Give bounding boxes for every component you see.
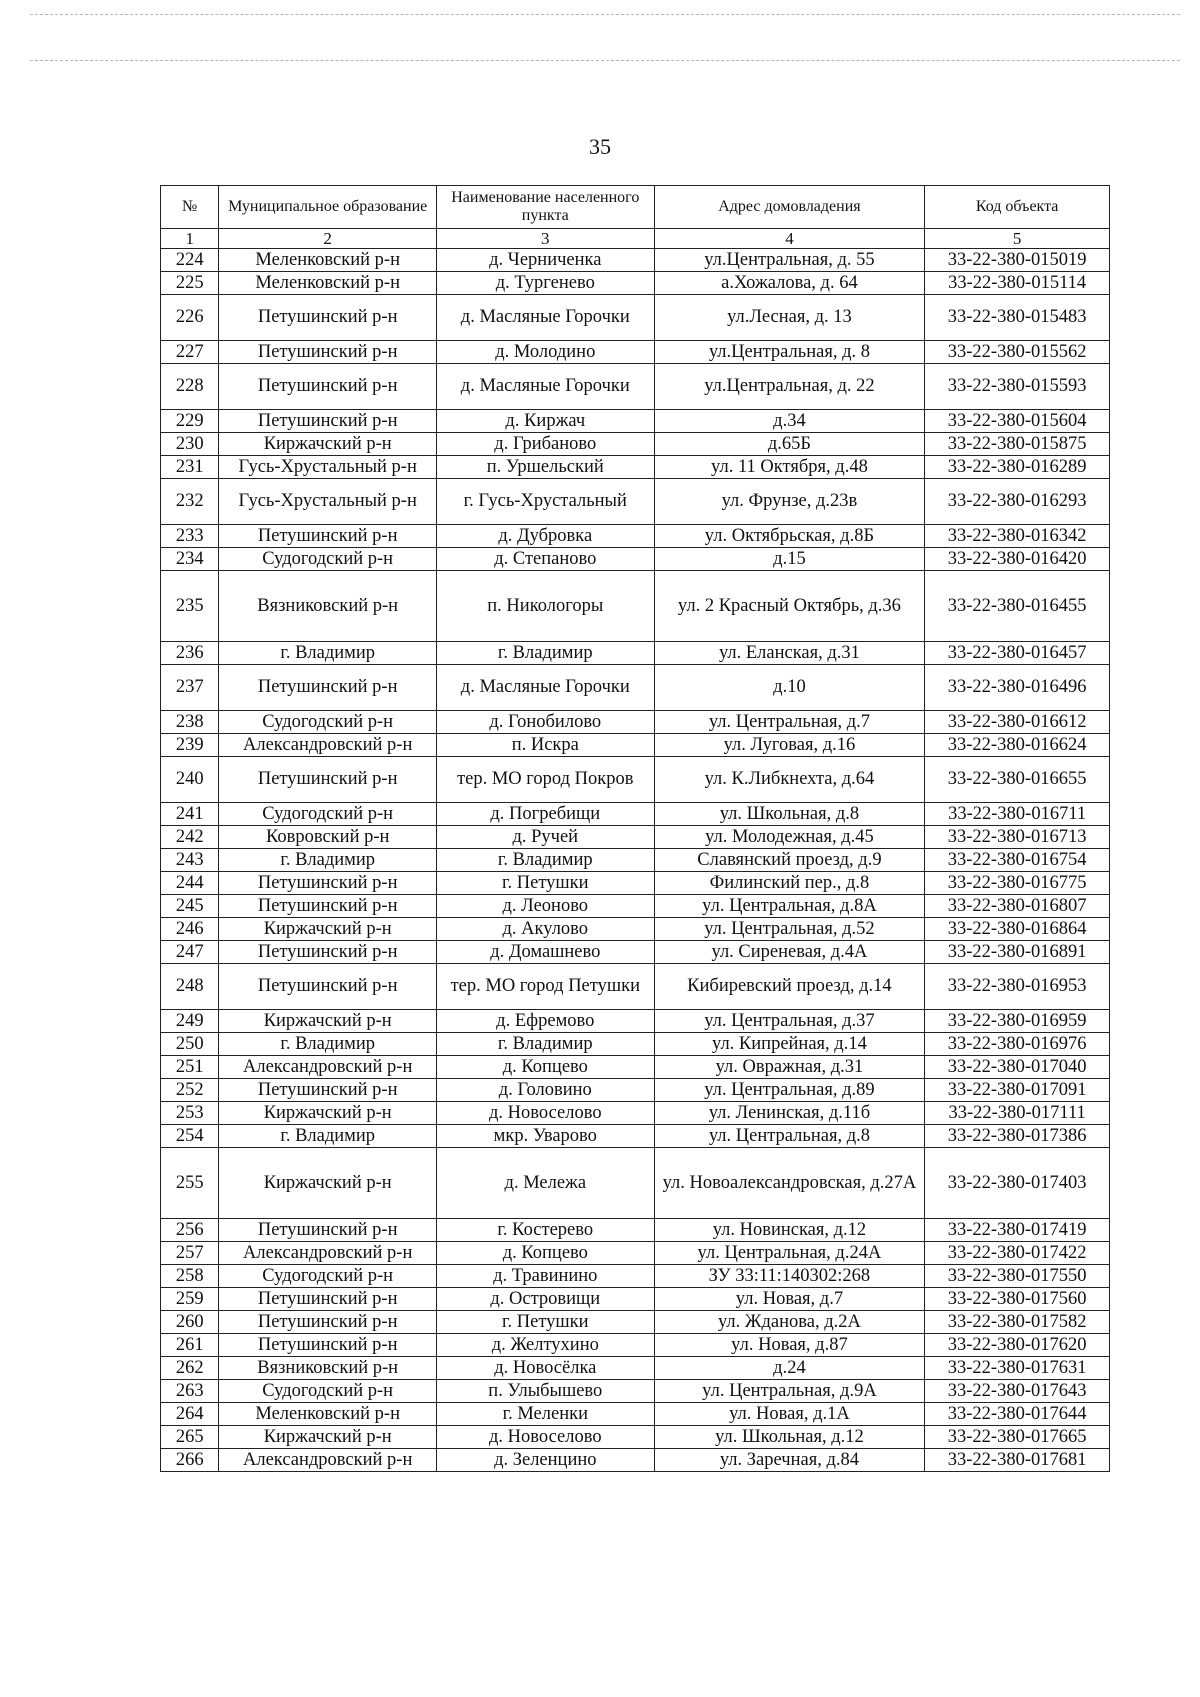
object-code-cell: 33-22-380-016457 [925, 642, 1110, 665]
municipality-cell: г. Владимир [219, 642, 437, 665]
table-row [161, 826, 1110, 849]
municipality-cell: Петушинский р-н [219, 941, 437, 964]
row-number: 233 [161, 525, 219, 548]
object-code-cell: 33-22-380-017040 [925, 1056, 1110, 1079]
row-number: 227 [161, 341, 219, 364]
table-row [161, 1010, 1110, 1033]
table-row [161, 1033, 1110, 1056]
locality-cell: п. Искра [436, 734, 654, 757]
row-number: 236 [161, 642, 219, 665]
table-row [161, 964, 1110, 1010]
address-cell: ул. Центральная, д.8А [654, 895, 925, 918]
locality-cell: д. Желтухино [436, 1334, 654, 1357]
locality-cell: д. Грибаново [436, 433, 654, 456]
column-number: 3 [436, 229, 654, 249]
row-number: 239 [161, 734, 219, 757]
municipality-cell: г. Владимир [219, 1033, 437, 1056]
scan-artifact-line [30, 14, 1180, 15]
table-row [161, 456, 1110, 479]
row-number: 258 [161, 1265, 219, 1288]
row-number: 265 [161, 1426, 219, 1449]
locality-cell: г. Гусь-Хрустальный [436, 479, 654, 525]
row-number: 224 [161, 249, 219, 272]
table-row [161, 525, 1110, 548]
table-row [161, 364, 1110, 410]
locality-cell: д. Акулово [436, 918, 654, 941]
row-number: 252 [161, 1079, 219, 1102]
address-cell: д.15 [654, 548, 925, 571]
row-number: 244 [161, 872, 219, 895]
address-cell: Филинский пер., д.8 [654, 872, 925, 895]
address-cell: ЗУ 33:11:140302:268 [654, 1265, 925, 1288]
row-number: 226 [161, 295, 219, 341]
row-number: 245 [161, 895, 219, 918]
row-number: 248 [161, 964, 219, 1010]
object-code-cell: 33-22-380-016342 [925, 525, 1110, 548]
address-cell: ул. Центральная, д.52 [654, 918, 925, 941]
municipality-cell: Судогодский р-н [219, 1380, 437, 1403]
table-row [161, 1079, 1110, 1102]
object-code-cell: 33-22-380-016420 [925, 548, 1110, 571]
locality-cell: тер. МО город Покров [436, 757, 654, 803]
column-number: 1 [161, 229, 219, 249]
row-number: 257 [161, 1242, 219, 1265]
row-number: 260 [161, 1311, 219, 1334]
table-row [161, 711, 1110, 734]
address-cell: ул. Кипрейная, д.14 [654, 1033, 925, 1056]
table-row [161, 571, 1110, 642]
row-number: 240 [161, 757, 219, 803]
object-code-cell: 33-22-380-017631 [925, 1357, 1110, 1380]
municipality-cell: Петушинский р-н [219, 364, 437, 410]
row-number: 237 [161, 665, 219, 711]
locality-cell: д. Степаново [436, 548, 654, 571]
address-cell: ул. Школьная, д.12 [654, 1426, 925, 1449]
municipality-cell: Петушинский р-н [219, 525, 437, 548]
municipality-cell: Меленковский р-н [219, 249, 437, 272]
locality-cell: д. Масляные Горочки [436, 364, 654, 410]
address-cell: ул. Молодежная, д.45 [654, 826, 925, 849]
object-code-cell: 33-22-380-016455 [925, 571, 1110, 642]
locality-cell: д. Домашнево [436, 941, 654, 964]
header-locality: Наименование населенного пункта [436, 186, 654, 229]
address-cell: ул.Центральная, д. 55 [654, 249, 925, 272]
object-code-cell: 33-22-380-016655 [925, 757, 1110, 803]
address-cell: ул. Новая, д.87 [654, 1334, 925, 1357]
table-row [161, 803, 1110, 826]
locality-cell: д. Копцево [436, 1056, 654, 1079]
address-cell: ул. Центральная, д.37 [654, 1010, 925, 1033]
address-cell: ул. Новоалександровская, д.27А [654, 1148, 925, 1219]
address-cell: ул. Новая, д.7 [654, 1288, 925, 1311]
locality-cell: д. Дубровка [436, 525, 654, 548]
address-cell: ул. Школьная, д.8 [654, 803, 925, 826]
address-cell: ул. Луговая, д.16 [654, 734, 925, 757]
locality-cell: д. Травинино [436, 1265, 654, 1288]
table-row [161, 548, 1110, 571]
address-cell: Славянский проезд, д.9 [654, 849, 925, 872]
locality-cell: п. Никологоры [436, 571, 654, 642]
object-code-cell: 33-22-380-016807 [925, 895, 1110, 918]
object-code-cell: 33-22-380-016953 [925, 964, 1110, 1010]
municipality-cell: Петушинский р-н [219, 1334, 437, 1357]
object-code-cell: 33-22-380-017111 [925, 1102, 1110, 1125]
locality-cell: мкр. Уварово [436, 1125, 654, 1148]
object-code-cell: 33-22-380-015019 [925, 249, 1110, 272]
table-row [161, 757, 1110, 803]
object-code-cell: 33-22-380-017643 [925, 1380, 1110, 1403]
table-row [161, 895, 1110, 918]
municipality-cell: Судогодский р-н [219, 548, 437, 571]
object-code-cell: 33-22-380-015483 [925, 295, 1110, 341]
row-number: 253 [161, 1102, 219, 1125]
municipality-cell: Петушинский р-н [219, 872, 437, 895]
object-code-cell: 33-22-380-017422 [925, 1242, 1110, 1265]
municipality-cell: Ковровский р-н [219, 826, 437, 849]
table-row [161, 1334, 1110, 1357]
table-row [161, 1288, 1110, 1311]
table-row [161, 665, 1110, 711]
table-row [161, 410, 1110, 433]
municipality-cell: Меленковский р-н [219, 1403, 437, 1426]
address-cell: ул. Овражная, д.31 [654, 1056, 925, 1079]
municipality-cell: Александровский р-н [219, 1449, 437, 1472]
municipality-cell: Александровский р-н [219, 1056, 437, 1079]
locality-cell: п. Улыбышево [436, 1380, 654, 1403]
header-address: Адрес домовладения [654, 186, 925, 229]
table-row [161, 295, 1110, 341]
registry-table [160, 185, 1110, 1472]
locality-cell: д. Масляные Горочки [436, 665, 654, 711]
object-code-cell: 33-22-380-017386 [925, 1125, 1110, 1148]
table-row [161, 1219, 1110, 1242]
locality-cell: д. Тургенево [436, 272, 654, 295]
address-cell: д.24 [654, 1357, 925, 1380]
row-number: 251 [161, 1056, 219, 1079]
municipality-cell: Киржачский р-н [219, 1010, 437, 1033]
object-code-cell: 33-22-380-015604 [925, 410, 1110, 433]
row-number: 250 [161, 1033, 219, 1056]
locality-cell: д. Островищи [436, 1288, 654, 1311]
row-number: 259 [161, 1288, 219, 1311]
locality-cell: г. Владимир [436, 642, 654, 665]
table-row [161, 272, 1110, 295]
locality-cell: д. Погребищи [436, 803, 654, 826]
municipality-cell: Киржачский р-н [219, 433, 437, 456]
municipality-cell: Петушинский р-н [219, 964, 437, 1010]
row-number: 234 [161, 548, 219, 571]
locality-cell: д. Новоселово [436, 1426, 654, 1449]
table-row [161, 479, 1110, 525]
municipality-cell: г. Владимир [219, 849, 437, 872]
table-body [161, 249, 1110, 1472]
row-number: 228 [161, 364, 219, 410]
locality-cell: тер. МО город Петушки [436, 964, 654, 1010]
row-number: 266 [161, 1449, 219, 1472]
row-number: 263 [161, 1380, 219, 1403]
locality-cell: д. Гонобилово [436, 711, 654, 734]
table-row [161, 642, 1110, 665]
municipality-cell: Гусь-Хрустальный р-н [219, 479, 437, 525]
object-code-cell: 33-22-380-017419 [925, 1219, 1110, 1242]
municipality-cell: Александровский р-н [219, 1242, 437, 1265]
locality-cell: г. Петушки [436, 1311, 654, 1334]
locality-cell: д. Новосёлка [436, 1357, 654, 1380]
row-number: 225 [161, 272, 219, 295]
address-cell: ул. Еланская, д.31 [654, 642, 925, 665]
object-code-cell: 33-22-380-017665 [925, 1426, 1110, 1449]
table-row [161, 1449, 1110, 1472]
row-number: 264 [161, 1403, 219, 1426]
address-cell: ул. Заречная, д.84 [654, 1449, 925, 1472]
object-code-cell: 33-22-380-016775 [925, 872, 1110, 895]
row-number: 254 [161, 1125, 219, 1148]
locality-cell: д. Ручей [436, 826, 654, 849]
locality-cell: г. Костерево [436, 1219, 654, 1242]
row-number: 235 [161, 571, 219, 642]
header-object-code: Код объекта [925, 186, 1110, 229]
object-code-cell: 33-22-380-017550 [925, 1265, 1110, 1288]
row-number: 241 [161, 803, 219, 826]
row-number: 230 [161, 433, 219, 456]
municipality-cell: Петушинский р-н [219, 1311, 437, 1334]
row-number: 229 [161, 410, 219, 433]
column-number: 5 [925, 229, 1110, 249]
locality-cell: г. Петушки [436, 872, 654, 895]
locality-cell: д. Зеленцино [436, 1449, 654, 1472]
header-number: № [161, 186, 219, 229]
address-cell: ул. Фрунзе, д.23в [654, 479, 925, 525]
object-code-cell: 33-22-380-016624 [925, 734, 1110, 757]
object-code-cell: 33-22-380-016711 [925, 803, 1110, 826]
table-row [161, 1102, 1110, 1125]
table-row [161, 872, 1110, 895]
address-cell: ул. К.Либкнехта, д.64 [654, 757, 925, 803]
object-code-cell: 33-22-380-017403 [925, 1148, 1110, 1219]
municipality-cell: Киржачский р-н [219, 1426, 437, 1449]
column-number: 2 [219, 229, 437, 249]
municipality-cell: Судогодский р-н [219, 711, 437, 734]
municipality-cell: Гусь-Хрустальный р-н [219, 456, 437, 479]
table-row [161, 1426, 1110, 1449]
locality-cell: д. Новоселово [436, 1102, 654, 1125]
locality-cell: д. Киржач [436, 410, 654, 433]
address-cell: а.Хожалова, д. 64 [654, 272, 925, 295]
row-number: 249 [161, 1010, 219, 1033]
municipality-cell: Петушинский р-н [219, 295, 437, 341]
row-number: 232 [161, 479, 219, 525]
object-code-cell: 33-22-380-017681 [925, 1449, 1110, 1472]
municipality-cell: Судогодский р-н [219, 803, 437, 826]
locality-cell: д. Копцево [436, 1242, 654, 1265]
address-cell: ул. Центральная, д.24А [654, 1242, 925, 1265]
row-number: 256 [161, 1219, 219, 1242]
row-number: 231 [161, 456, 219, 479]
locality-cell: д. Головино [436, 1079, 654, 1102]
municipality-cell: Судогодский р-н [219, 1265, 437, 1288]
row-number: 255 [161, 1148, 219, 1219]
locality-cell: п. Уршельский [436, 456, 654, 479]
municipality-cell: Петушинский р-н [219, 757, 437, 803]
table-row [161, 1242, 1110, 1265]
object-code-cell: 33-22-380-016959 [925, 1010, 1110, 1033]
row-number: 247 [161, 941, 219, 964]
locality-cell: д. Мележа [436, 1148, 654, 1219]
object-code-cell: 33-22-380-016754 [925, 849, 1110, 872]
address-cell: ул. Ленинская, д.11б [654, 1102, 925, 1125]
object-code-cell: 33-22-380-016612 [925, 711, 1110, 734]
municipality-cell: Александровский р-н [219, 734, 437, 757]
object-code-cell: 33-22-380-015875 [925, 433, 1110, 456]
municipality-cell: Киржачский р-н [219, 918, 437, 941]
table-row [161, 1148, 1110, 1219]
object-code-cell: 33-22-380-016976 [925, 1033, 1110, 1056]
address-cell: ул.Центральная, д. 8 [654, 341, 925, 364]
row-number: 261 [161, 1334, 219, 1357]
object-code-cell: 33-22-380-015114 [925, 272, 1110, 295]
address-cell: ул. Центральная, д.9А [654, 1380, 925, 1403]
locality-cell: д. Ефремово [436, 1010, 654, 1033]
municipality-cell: Киржачский р-н [219, 1148, 437, 1219]
address-cell: ул. Новинская, д.12 [654, 1219, 925, 1242]
object-code-cell: 33-22-380-015593 [925, 364, 1110, 410]
object-code-cell: 33-22-380-015562 [925, 341, 1110, 364]
municipality-cell: Петушинский р-н [219, 410, 437, 433]
locality-cell: г. Владимир [436, 849, 654, 872]
page-number: 35 [589, 134, 611, 159]
table-row [161, 941, 1110, 964]
object-code-cell: 33-22-380-016496 [925, 665, 1110, 711]
locality-cell: д. Леоново [436, 895, 654, 918]
municipality-cell: Киржачский р-н [219, 1102, 437, 1125]
municipality-cell: г. Владимир [219, 1125, 437, 1148]
municipality-cell: Петушинский р-н [219, 665, 437, 711]
row-number: 242 [161, 826, 219, 849]
table-row [161, 1311, 1110, 1334]
object-code-cell: 33-22-380-017620 [925, 1334, 1110, 1357]
municipality-cell: Петушинский р-н [219, 341, 437, 364]
address-cell: ул. Центральная, д.8 [654, 1125, 925, 1148]
address-cell: д.65Б [654, 433, 925, 456]
address-cell: ул. Центральная, д.89 [654, 1079, 925, 1102]
header-municipality: Муниципальное образование [219, 186, 437, 229]
municipality-cell: Петушинский р-н [219, 895, 437, 918]
address-cell: ул. Октябрьская, д.8Б [654, 525, 925, 548]
table-row [161, 249, 1110, 272]
object-code-cell: 33-22-380-016713 [925, 826, 1110, 849]
table-row [161, 849, 1110, 872]
table-row [161, 1056, 1110, 1079]
column-number: 4 [654, 229, 925, 249]
address-cell: ул. Жданова, д.2А [654, 1311, 925, 1334]
locality-cell: д. Масляные Горочки [436, 295, 654, 341]
address-cell: ул.Лесная, д. 13 [654, 295, 925, 341]
address-cell: Кибиревский проезд, д.14 [654, 964, 925, 1010]
object-code-cell: 33-22-380-017091 [925, 1079, 1110, 1102]
address-cell: ул.Центральная, д. 22 [654, 364, 925, 410]
scan-artifact-line [30, 60, 1180, 61]
column-number-row [161, 229, 1110, 249]
object-code-cell: 33-22-380-016891 [925, 941, 1110, 964]
address-cell: ул. Центральная, д.7 [654, 711, 925, 734]
locality-cell: г. Меленки [436, 1403, 654, 1426]
address-cell: д.10 [654, 665, 925, 711]
object-code-cell: 33-22-380-017560 [925, 1288, 1110, 1311]
table-row [161, 1380, 1110, 1403]
table-row [161, 1125, 1110, 1148]
row-number: 246 [161, 918, 219, 941]
table-row [161, 1265, 1110, 1288]
object-code-cell: 33-22-380-016289 [925, 456, 1110, 479]
municipality-cell: Меленковский р-н [219, 272, 437, 295]
header-row [161, 186, 1110, 229]
object-code-cell: 33-22-380-016864 [925, 918, 1110, 941]
table-row [161, 1357, 1110, 1380]
address-cell: ул. 11 Октября, д.48 [654, 456, 925, 479]
row-number: 243 [161, 849, 219, 872]
table-row [161, 918, 1110, 941]
object-code-cell: 33-22-380-017644 [925, 1403, 1110, 1426]
municipality-cell: Вязниковский р-н [219, 1357, 437, 1380]
object-code-cell: 33-22-380-016293 [925, 479, 1110, 525]
locality-cell: д. Молодино [436, 341, 654, 364]
address-cell: ул. 2 Красный Октябрь, д.36 [654, 571, 925, 642]
table-row [161, 734, 1110, 757]
municipality-cell: Петушинский р-н [219, 1079, 437, 1102]
row-number: 262 [161, 1357, 219, 1380]
municipality-cell: Петушинский р-н [219, 1288, 437, 1311]
municipality-cell: Петушинский р-н [219, 1219, 437, 1242]
table-row [161, 1403, 1110, 1426]
table-row [161, 433, 1110, 456]
address-cell: ул. Новая, д.1А [654, 1403, 925, 1426]
locality-cell: г. Владимир [436, 1033, 654, 1056]
locality-cell: д. Черниченка [436, 249, 654, 272]
row-number: 238 [161, 711, 219, 734]
address-cell: ул. Сиреневая, д.4А [654, 941, 925, 964]
address-cell: д.34 [654, 410, 925, 433]
municipality-cell: Вязниковский р-н [219, 571, 437, 642]
object-code-cell: 33-22-380-017582 [925, 1311, 1110, 1334]
table-row [161, 341, 1110, 364]
